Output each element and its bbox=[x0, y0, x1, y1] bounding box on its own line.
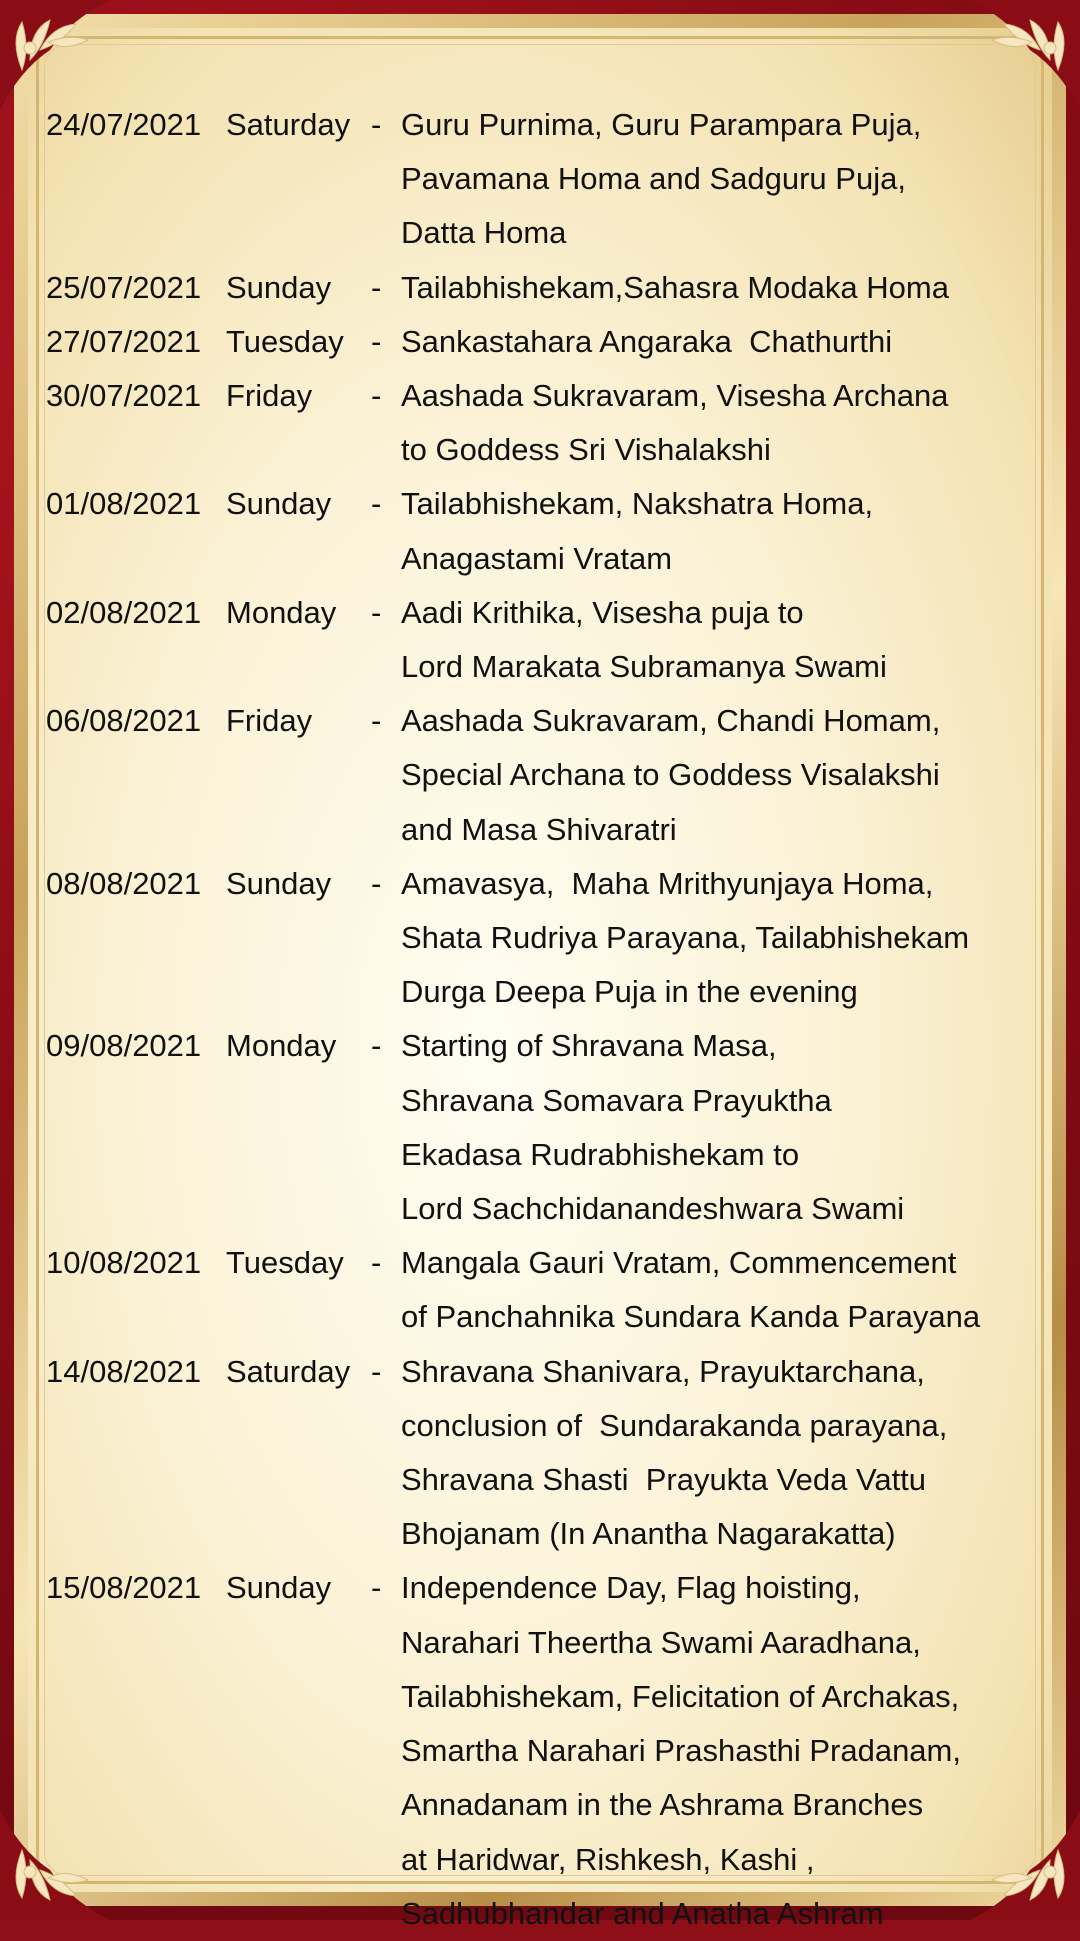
corner-ornament-icon bbox=[950, 1790, 1080, 1920]
description-line: Amavasya, Maha Mrithyunjaya Homa, bbox=[401, 865, 934, 901]
entry-separator: - bbox=[371, 107, 382, 142]
entry-description bbox=[401, 857, 1080, 1020]
entry-separator: - bbox=[371, 323, 382, 359]
entry-description bbox=[401, 1019, 1080, 1236]
description-line: Anagastami Vratam bbox=[401, 540, 673, 576]
description-line: Tailabhishekam,Sahasra Modaka Homa bbox=[401, 269, 949, 305]
entry-date: 24/07/2021 bbox=[46, 107, 202, 142]
entry-day: Monday bbox=[226, 594, 337, 630]
entry-description bbox=[401, 1345, 1080, 1562]
entry-date: 25/07/2021 bbox=[46, 269, 202, 305]
entry-description bbox=[401, 315, 1080, 369]
description-line: Datta Homa bbox=[401, 215, 567, 251]
description-line: Special Archana to Goddess Visalakshi bbox=[401, 757, 940, 793]
description-line: Bhojanam (In Anantha Nagarakatta) bbox=[401, 1516, 896, 1552]
event-schedule bbox=[46, 98, 1080, 1941]
description-line: Starting of Shravana Masa, bbox=[401, 1028, 777, 1064]
entry-separator: - bbox=[371, 703, 382, 739]
entry-separator: - bbox=[371, 1570, 382, 1606]
entry-day: Monday bbox=[226, 1028, 337, 1064]
description-line: Shravana Shanivara, Prayuktarchana, bbox=[401, 1353, 925, 1389]
entry-separator: - bbox=[371, 1353, 382, 1389]
entry-date: 06/08/2021 bbox=[46, 703, 202, 739]
description-line: Lord Marakata Subramanya Swami bbox=[401, 649, 887, 685]
schedule-entry bbox=[46, 315, 1080, 369]
entry-date: 27/07/2021 bbox=[46, 323, 202, 359]
description-line: Shravana Shasti Prayukta Veda Vattu bbox=[401, 1462, 927, 1498]
entry-day: Friday bbox=[226, 378, 313, 414]
entry-date: 30/07/2021 bbox=[46, 378, 202, 414]
entry-separator: - bbox=[371, 865, 382, 901]
description-line: Aadi Krithika, Visesha puja to bbox=[401, 594, 804, 630]
entry-separator: - bbox=[371, 269, 382, 305]
description-line: Aashada Sukravaram, Chandi Homam, bbox=[401, 703, 941, 739]
description-line: Sadhubhandar and Anatha Ashram bbox=[401, 1895, 884, 1931]
description-line: at Haridwar, Rishkesh, Kashi , bbox=[401, 1841, 815, 1877]
schedule-entry bbox=[46, 586, 1080, 694]
description-line: Pavamana Homa and Sadguru Puja, bbox=[401, 161, 906, 197]
entry-date: 01/08/2021 bbox=[46, 486, 202, 522]
entry-description bbox=[401, 477, 1080, 585]
entry-separator: - bbox=[371, 594, 382, 630]
description-line: Guru Purnima, Guru Parampara Puja, bbox=[401, 107, 922, 142]
description-line: of Panchahnika Sundara Kanda Parayana bbox=[401, 1299, 981, 1335]
schedule-entry bbox=[46, 857, 1080, 1020]
entry-day: Sunday bbox=[226, 486, 332, 522]
description-line: Ekadasa Rudrabhishekam to bbox=[401, 1136, 800, 1172]
entry-day: Saturday bbox=[226, 107, 351, 142]
description-line: Mangala Gauri Vratam, Commencement bbox=[401, 1245, 957, 1281]
schedule-entry bbox=[46, 1561, 1080, 1940]
entry-description bbox=[401, 586, 1080, 694]
description-line: and Masa Shivaratri bbox=[401, 811, 677, 847]
description-line: Tailabhishekam, Felicitation of Archakas, bbox=[401, 1678, 960, 1714]
description-line: Narahari Theertha Swami Aaradhana, bbox=[401, 1624, 921, 1660]
entry-separator: - bbox=[371, 378, 382, 414]
entry-day: Saturday bbox=[226, 1353, 351, 1389]
description-line: Shravana Somavara Prayuktha bbox=[401, 1082, 832, 1118]
entry-separator: - bbox=[371, 1245, 382, 1281]
entry-day: Tuesday bbox=[226, 323, 344, 359]
entry-description bbox=[401, 369, 1080, 477]
entry-day: Sunday bbox=[226, 1570, 332, 1606]
description-line: Shata Rudriya Parayana, Tailabhishekam bbox=[401, 920, 970, 956]
description-line: Sankastahara Angaraka Chathurthi bbox=[401, 323, 893, 359]
entry-description bbox=[401, 1236, 1080, 1344]
description-line: Tailabhishekam, Nakshatra Homa, bbox=[401, 486, 874, 522]
description-line: Annadanam in the Ashrama Branches bbox=[401, 1787, 924, 1823]
description-line: Durga Deepa Puja in the evening bbox=[401, 974, 858, 1010]
entry-day: Sunday bbox=[226, 269, 332, 305]
corner-ornament-icon bbox=[0, 1790, 130, 1920]
schedule-entry bbox=[46, 1019, 1080, 1236]
schedule-entry bbox=[46, 1345, 1080, 1562]
description-line: Lord Sachchidanandeshwara Swami bbox=[401, 1191, 905, 1227]
entry-separator: - bbox=[371, 1028, 382, 1064]
schedule-entry bbox=[46, 477, 1080, 585]
entry-description bbox=[401, 694, 1080, 857]
entry-date: 09/08/2021 bbox=[46, 1028, 202, 1064]
entry-date: 15/08/2021 bbox=[46, 1570, 202, 1606]
schedule-entry bbox=[46, 1236, 1080, 1344]
entry-date: 10/08/2021 bbox=[46, 1245, 202, 1281]
schedule-entry bbox=[46, 261, 1080, 315]
entry-separator: - bbox=[371, 486, 382, 522]
description-line: Aashada Sukravaram, Visesha Archana bbox=[401, 378, 949, 414]
entry-date: 02/08/2021 bbox=[46, 594, 202, 630]
entry-description bbox=[401, 98, 1080, 261]
description-line: Independence Day, Flag hoisting, bbox=[401, 1570, 861, 1606]
entry-day: Friday bbox=[226, 703, 313, 739]
entry-description bbox=[401, 261, 1080, 315]
description-line: Smartha Narahari Prashasthi Pradanam, bbox=[401, 1733, 961, 1769]
schedule-entry bbox=[46, 98, 1080, 261]
description-line: conclusion of Sundarakanda parayana, bbox=[401, 1407, 948, 1443]
description-line: to Goddess Sri Vishalakshi bbox=[401, 432, 771, 468]
schedule-entry bbox=[46, 694, 1080, 857]
entry-day: Sunday bbox=[226, 865, 332, 901]
entry-date: 08/08/2021 bbox=[46, 865, 202, 901]
schedule-entry bbox=[46, 369, 1080, 477]
entry-day: Tuesday bbox=[226, 1245, 344, 1281]
entry-date: 14/08/2021 bbox=[46, 1353, 202, 1389]
